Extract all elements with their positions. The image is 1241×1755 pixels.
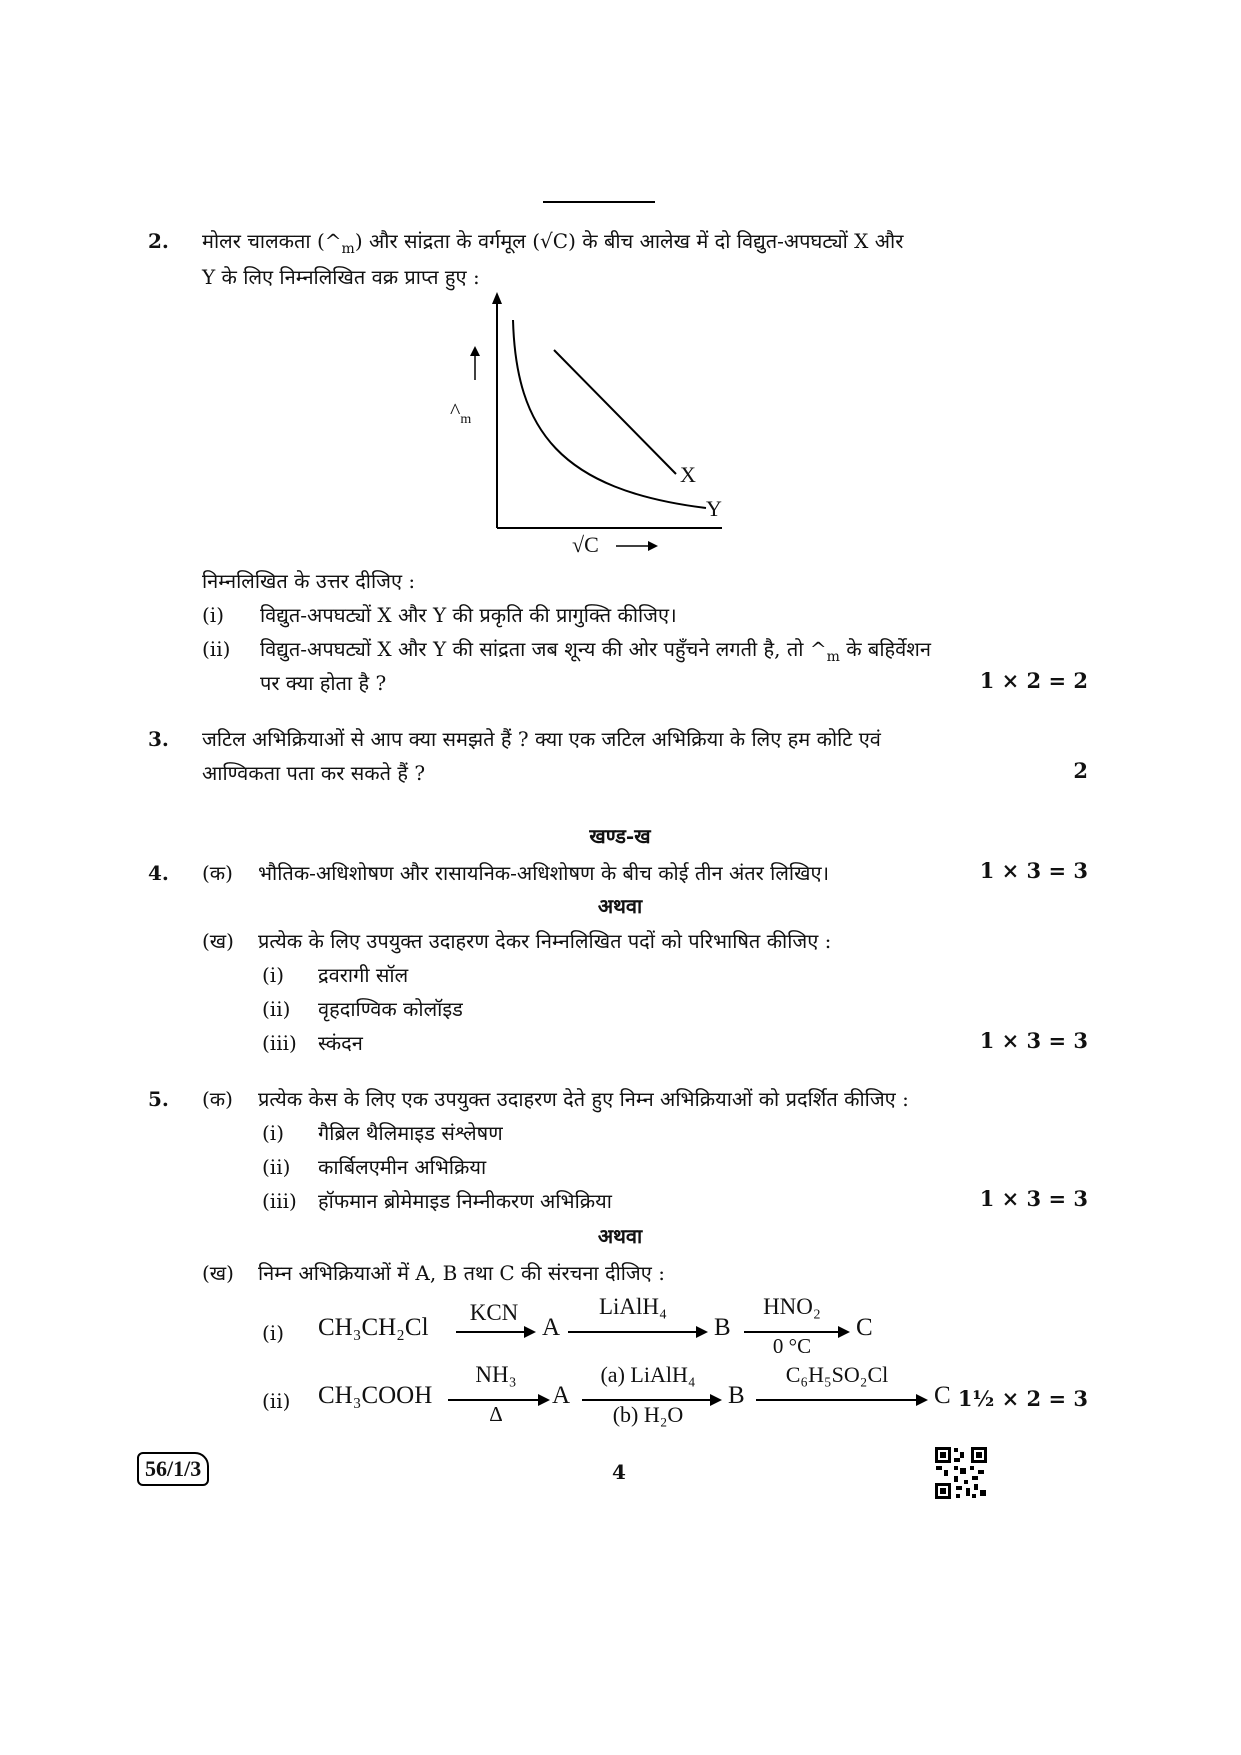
reaction-i-p3: C xyxy=(856,1314,873,1341)
q4-b-text: प्रत्येक के लिए उपयुक्त उदाहरण देकर निम्नलिखित पदों को परिभाषित कीजिए : xyxy=(258,929,832,953)
q2-intro: निम्नलिखित के उत्तर दीजिए : xyxy=(202,569,416,593)
reaction-i-arrow2 xyxy=(568,1331,698,1333)
q5-a-text: प्रत्येक केस के लिए एक उपयुक्त उदाहरण देते हुए निम्न अभिक्रियाओं को प्रदर्शित कीजिए : xyxy=(258,1087,909,1111)
q4-b-label: (ख) xyxy=(202,929,234,953)
curve-y-label: Y xyxy=(706,496,722,521)
conductivity-graph xyxy=(440,290,740,570)
q5-b-marks: 1½ × 2 = 3 xyxy=(957,1386,1088,1411)
q4-a-label: (क) xyxy=(202,861,233,885)
q4-item-iii-text: स्कंदन xyxy=(318,1031,363,1055)
lambda-symbol: ^ xyxy=(324,229,342,253)
sqrt-c: √C xyxy=(540,229,569,253)
reaction-i-step3-bottom: 0 °C xyxy=(772,1334,812,1358)
reaction-i-start: CH₃CH₂Cl xyxy=(318,1314,429,1341)
reaction-i-arrow1 xyxy=(456,1331,526,1333)
reaction-ii-p2: B xyxy=(728,1382,745,1409)
q3-marks: 2 xyxy=(1073,758,1088,783)
reaction-i-label: (i) xyxy=(262,1321,285,1345)
q5-or: अथवा xyxy=(597,1224,643,1248)
q5-a-marks: 1 × 3 = 3 xyxy=(979,1186,1088,1211)
q5-number: 5. xyxy=(148,1087,169,1111)
reaction-ii-p3: C xyxy=(934,1382,951,1409)
q2-part-i-label: (i) xyxy=(202,603,225,627)
curve-x xyxy=(554,350,676,474)
q4-item-ii-label: (ii) xyxy=(262,997,291,1021)
q4-a-text: भौतिक-अधिशोषण और रासायनिक-अधिशोषण के बीच कोई तीन अंतर लिखिए। xyxy=(258,861,830,885)
graph-xlabel: √C xyxy=(572,532,599,557)
q3-line1: जटिल अभिक्रियाओं से आप क्या समझते हैं ? क्या एक जटिल अभिक्रिया के लिए हम कोटि एवं xyxy=(202,727,881,751)
q4-b-marks: 1 × 3 = 3 xyxy=(979,1028,1088,1053)
q4-a-marks: 1 × 3 = 3 xyxy=(979,858,1088,883)
paper-code: 56/1/3 xyxy=(137,1452,209,1486)
q2-part-ii-label: (ii) xyxy=(202,637,231,661)
q5-item-iii-text: हॉफमान ब्रोमेमाइड निम्नीकरण अभिक्रिया xyxy=(318,1189,612,1213)
reaction-i-step1-top: KCN xyxy=(469,1300,519,1325)
q4-item-i-text: द्रवरागी सॉल xyxy=(318,963,409,987)
q2-text-line1: मोलर चालकता $(\^{}_m)$ और सांद्रता के वर्गमूल (√C) के बीच आलेख में दो विद्युत-अपघट्यों X और xyxy=(202,229,904,257)
section-heading: खण्ड-ख xyxy=(589,824,651,848)
q5-item-iii-label: (iii) xyxy=(262,1189,297,1213)
q5-item-ii-label: (ii) xyxy=(262,1155,291,1179)
q4-item-ii-text: वृहदाण्विक कोलॉइड xyxy=(318,997,463,1021)
reaction-ii-step3-top: C₆H₅SO₂Cl xyxy=(785,1362,889,1387)
q4-or: अथवा xyxy=(597,894,643,918)
q2-part-ii-text-line2: पर क्या होता है ? xyxy=(260,671,387,695)
reaction-ii-arrow3 xyxy=(756,1399,918,1401)
q2-part-i-text: विद्युत-अपघट्यों X और Y की प्रकृति की प्रागुक्ति कीजिए। xyxy=(260,603,677,627)
q3-number: 3. xyxy=(148,727,169,751)
q4-item-iii-label: (iii) xyxy=(262,1031,297,1055)
q5-b-text: निम्न अभिक्रियाओं में A, B तथा C की संरचना दीजिए : xyxy=(258,1261,665,1285)
curve-x-label: X xyxy=(680,462,696,487)
reaction-i-arrow2-head xyxy=(696,1326,708,1338)
q5-item-i-text: गैब्रिल थैलिमाइड संश्लेषण xyxy=(318,1121,503,1145)
reaction-i-arrow1-head xyxy=(524,1326,536,1338)
q5-item-ii-text: कार्बिलएमीन अभिक्रिया xyxy=(318,1155,487,1179)
reaction-ii-step1-top: NH₃ xyxy=(475,1362,517,1387)
q2-number: 2. xyxy=(148,229,169,253)
reaction-i-step3-top: HNO₂ xyxy=(763,1294,821,1319)
qr-code xyxy=(934,1446,988,1500)
reaction-ii-label: (ii) xyxy=(262,1389,291,1413)
q2-marks: 1 × 2 = 2 xyxy=(979,668,1088,693)
reaction-ii-p1: A xyxy=(552,1382,571,1409)
q4-number: 4. xyxy=(148,861,169,885)
top-rule xyxy=(543,201,655,203)
q5-a-label: (क) xyxy=(202,1087,233,1111)
reaction-i-p2: B xyxy=(714,1314,731,1341)
reaction-ii-start: CH₃COOH xyxy=(318,1382,433,1409)
q4-item-i-label: (i) xyxy=(262,963,285,987)
reaction-i-arrow3 xyxy=(744,1331,840,1333)
reaction-ii-step2-top: (a) LiAlH₄ xyxy=(600,1362,696,1387)
graph-ylabel: $\^{}_m$ xyxy=(450,398,472,427)
q3-line2: आण्विकता पता कर सकते हैं ? xyxy=(202,761,426,785)
reaction-ii-arrow2 xyxy=(582,1399,712,1401)
curve-y xyxy=(513,320,706,508)
reaction-i-step2-top: LiAlH₄ xyxy=(598,1294,668,1319)
q5-b-label: (ख) xyxy=(202,1261,234,1285)
reaction-i-p1: A xyxy=(542,1314,561,1341)
q2-text-line2: Y के लिए निम्नलिखित वक्र प्राप्त हुए : xyxy=(202,265,480,289)
q5-item-i-label: (i) xyxy=(262,1121,285,1145)
reaction-ii-step1-bottom: Δ xyxy=(489,1402,503,1426)
q2-part-ii-text: विद्युत-अपघट्यों X और Y की सांद्रता जब शून्य की ओर पहुँचने लगती है, तो $\^{}_m$ के बहिर्वेशन xyxy=(260,637,931,665)
page-number: 4 xyxy=(612,1460,626,1484)
reaction-ii-step2-bottom: (b) H₂O xyxy=(612,1402,684,1427)
reaction-ii-arrow1 xyxy=(448,1399,540,1401)
reaction-ii-arrow3-head xyxy=(916,1394,928,1406)
